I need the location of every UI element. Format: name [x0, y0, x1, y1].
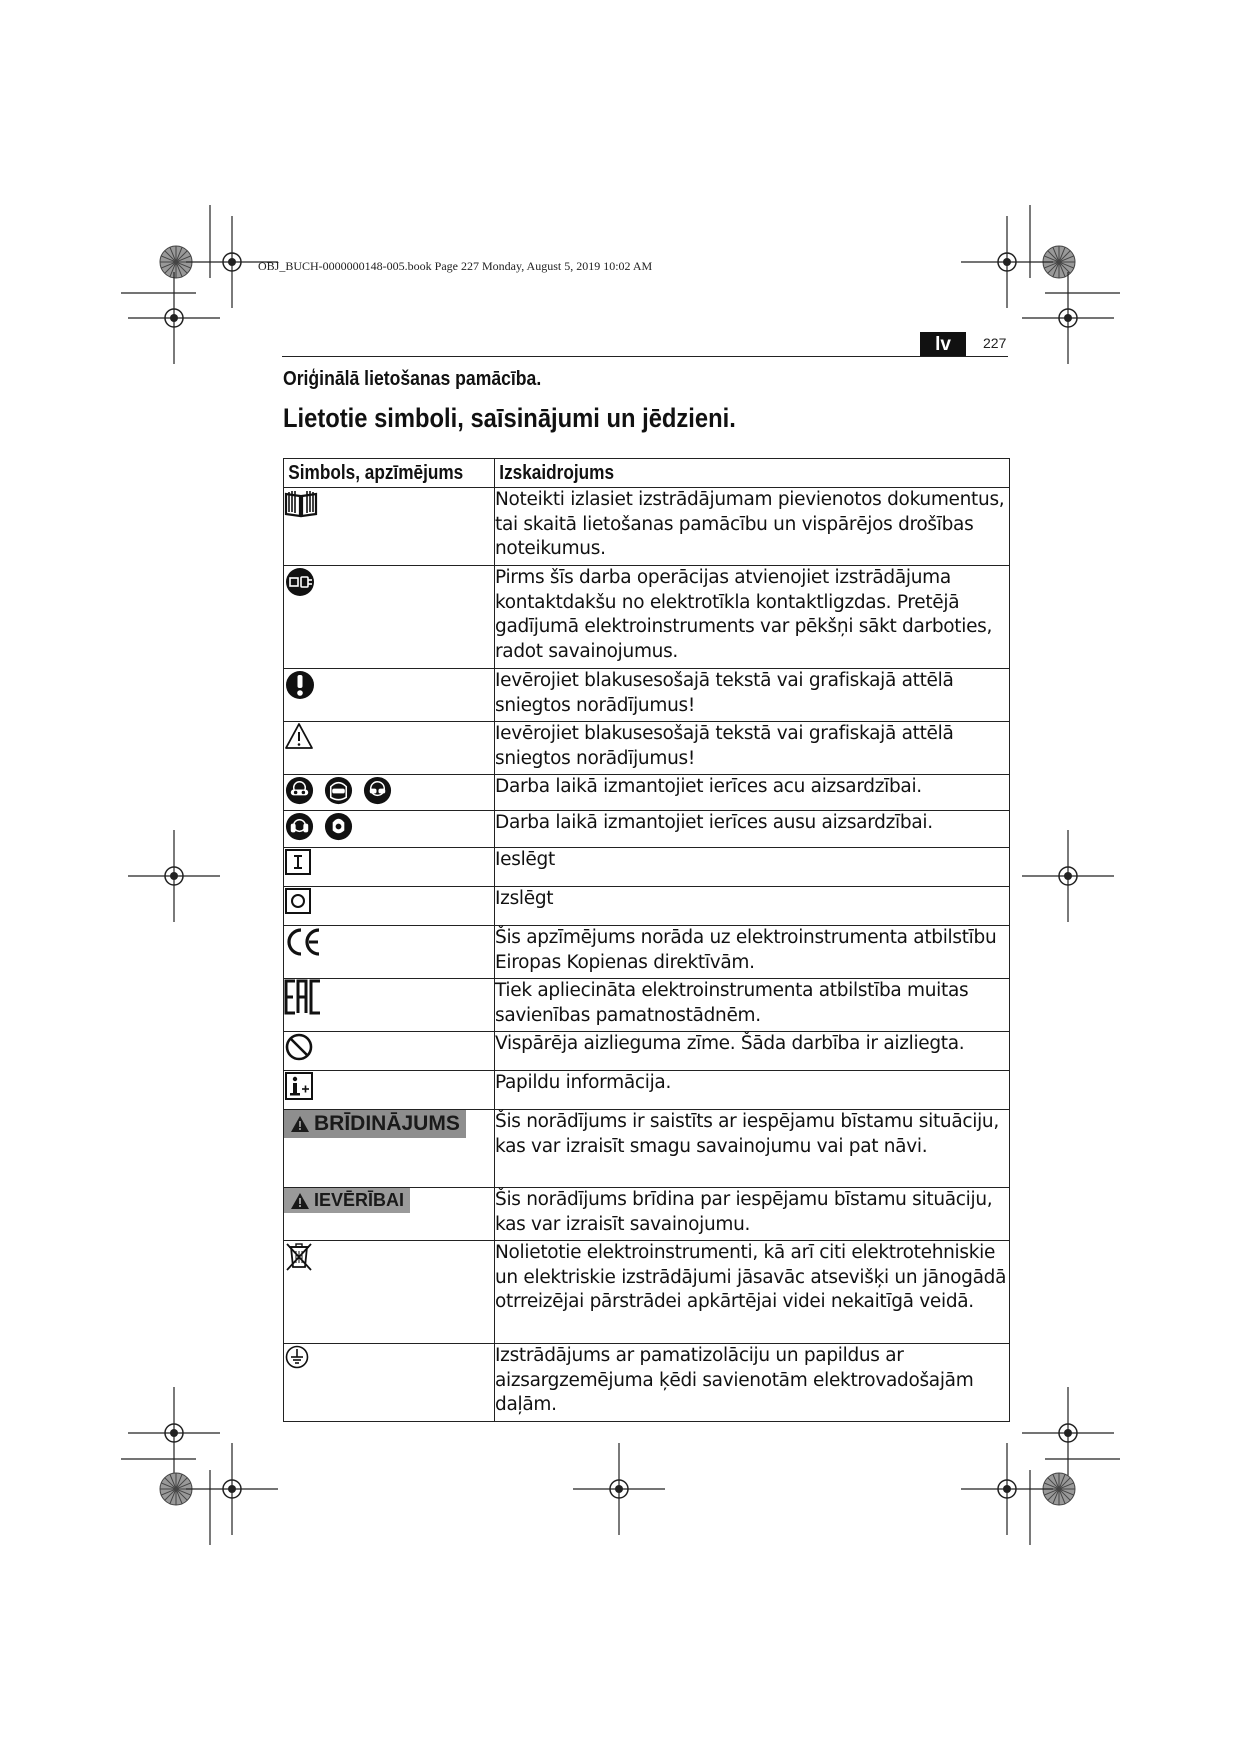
table-row: [284, 669, 1010, 722]
symbols-table: [283, 458, 1010, 1422]
symbol-cell: [284, 669, 495, 722]
warning-badge-label: BRĪDINĀJUMS: [314, 1112, 460, 1135]
exclamation-circle-icon: [284, 669, 316, 701]
symbol-cell: [284, 775, 495, 811]
header-rule: [282, 356, 1008, 357]
explanation-cell: Šis apzīmējums norāda uz elektroinstrumenta atbilstību Eiropas Kopienas direktīvām.: [495, 926, 1010, 979]
table-header-row: [284, 459, 1010, 488]
table-row: [284, 926, 1010, 979]
table-row: [284, 979, 1010, 1032]
safety-glasses-icon: [362, 775, 393, 806]
info-icon: [284, 1071, 314, 1101]
face-shield-icon: [323, 775, 354, 806]
eye-protection-icons: [284, 775, 396, 794]
column-header-explanation: Izskaidrojums: [495, 459, 1010, 488]
table-row: [284, 1344, 1010, 1422]
power-off-icon: [284, 887, 312, 915]
explanation-cell: Darba laikā izmantojiet ierīces acu aizsardzībai.: [495, 775, 1010, 811]
symbol-cell: [284, 722, 495, 775]
explanation-cell: Ievērojiet blakusesošajā tekstā vai grafiskajā attēlā sniegtos norādījumus!: [495, 669, 1010, 722]
warning-badge: [284, 1110, 466, 1138]
table-row: [284, 848, 1010, 887]
explanation-cell: Ieslēgt: [495, 848, 1010, 887]
document-subtitle: Oriģinālā lietošanas pamācība.: [283, 368, 542, 390]
table-row: [284, 811, 1010, 848]
ce-mark-icon: [284, 926, 324, 958]
explanation-cell: Šis norādījums brīdina par iespējamu bīstamu situāciju, kas var izraisīt savainojumu.: [495, 1188, 1010, 1241]
table-row: [284, 887, 1010, 926]
table-row: [284, 1071, 1010, 1110]
symbol-cell: [284, 926, 495, 979]
book-manual-icon: [284, 488, 318, 518]
symbol-cell: [284, 1110, 495, 1188]
book-info-line: OBJ_BUCH-0000000148-005.book Page 227 Monday, August 5, 2019 10:02 AM: [258, 259, 653, 273]
table-row: [284, 488, 1010, 566]
language-tab: lv: [920, 332, 966, 357]
explanation-cell: Tiek apliecināta elektroinstrumenta atbilstība muitas savienības pamatnostādnēm.: [495, 979, 1010, 1032]
warning-triangle-icon: [290, 1192, 310, 1210]
page-number: 227: [983, 335, 1007, 351]
symbol-cell: [284, 1241, 495, 1344]
explanation-cell: Vispārēja aizlieguma zīme. Šāda darbība ir aizliegta.: [495, 1032, 1010, 1071]
table-row: [284, 1241, 1010, 1344]
table-row: [284, 1188, 1010, 1241]
ear-plugs-icon: [323, 811, 354, 842]
weee-crossed-bin-icon: [284, 1241, 314, 1273]
explanation-cell: Nolietotie elektroinstrumenti, kā arī citi elektrotehniskie un elektriskie izstrādājumi jāsavāc atsevišķi un jānogādā otrreizējai pārstrādei apkārtējai videi nekaitīgā veidā.: [495, 1241, 1010, 1344]
explanation-cell: Izstrādājums ar pamatizolāciju un papildus ar aizsargzemējuma ķēdi savienotām elektrovadošajām daļām.: [495, 1344, 1010, 1422]
explanation-cell: Izslēgt: [495, 887, 1010, 926]
symbol-cell: [284, 1032, 495, 1071]
caution-badge: [284, 1188, 410, 1213]
explanation-cell: Papildu informācija.: [495, 1071, 1010, 1110]
table-row: [284, 722, 1010, 775]
explanation-cell: Darba laikā izmantojiet ierīces ausu aizsardzībai.: [495, 811, 1010, 848]
symbol-cell: [284, 1344, 495, 1422]
table-row: [284, 775, 1010, 811]
ear-protection-icons: [284, 811, 357, 830]
warning-triangle-icon: [290, 1115, 310, 1133]
symbol-cell: [284, 1188, 495, 1241]
protective-earth-icon: [284, 1344, 310, 1370]
safety-goggles-icon: [284, 775, 315, 806]
symbol-cell: [284, 848, 495, 887]
explanation-cell: Šis norādījums ir saistīts ar iespējamu bīstamu situāciju, kas var izraisīt smagu savainojumu vai pat nāvi.: [495, 1110, 1010, 1188]
table-row: [284, 566, 1010, 669]
unplug-icon: [284, 566, 316, 598]
explanation-cell: Noteikti izlasiet izstrādājumam pievienotos dokumentus, tai skaitā lietošanas pamācību un vispārējos drošības noteikumus.: [495, 488, 1010, 566]
symbol-cell: [284, 811, 495, 848]
ear-muffs-icon: [284, 811, 315, 842]
prohibition-icon: [284, 1032, 314, 1062]
symbol-cell: [284, 979, 495, 1032]
warning-triangle-icon: [284, 722, 314, 750]
eac-mark-icon: [284, 979, 324, 1015]
symbol-cell: [284, 566, 495, 669]
table-row: [284, 1032, 1010, 1071]
explanation-cell: Pirms šīs darba operācijas atvienojiet izstrādājuma kontaktdakšu no elektrotīkla kontaktligzdas. Pretējā gadījumā elektroinstruments var pēkšņi sākt darboties, radot savainojumus.: [495, 566, 1010, 669]
column-header-symbol: Simbols, apzīmējums: [284, 459, 495, 488]
caution-badge-label: IEVĒRĪBAI: [314, 1190, 405, 1210]
table-row: [284, 1110, 1010, 1188]
symbol-cell: [284, 887, 495, 926]
symbol-cell: [284, 488, 495, 566]
power-on-icon: [284, 848, 312, 876]
explanation-cell: Ievērojiet blakusesošajā tekstā vai grafiskajā attēlā sniegtos norādījumus!: [495, 722, 1010, 775]
symbol-cell: [284, 1071, 495, 1110]
page-title: Lietotie simboli, saīsinājumi un jēdzieni.: [283, 403, 736, 433]
